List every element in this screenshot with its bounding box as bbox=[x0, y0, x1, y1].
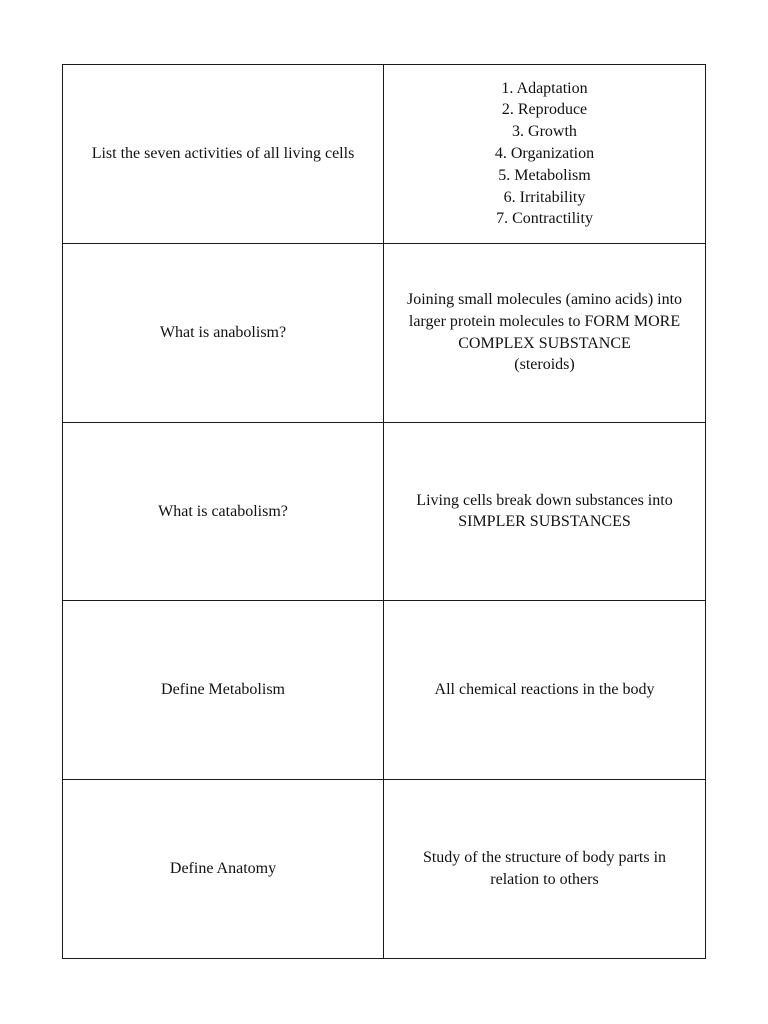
answer-cell bbox=[384, 65, 706, 244]
flashcard-row bbox=[63, 780, 706, 959]
question-cell: Define Metabolism bbox=[63, 601, 384, 780]
answer-line: All chemical reactions in the body bbox=[434, 681, 655, 699]
answer-line: COMPLEX SUBSTANCE bbox=[458, 334, 631, 352]
question-cell: List the seven activities of all living cells bbox=[63, 65, 384, 244]
answer-line: 4. Organization bbox=[494, 145, 595, 162]
question-cell: What is anabolism? bbox=[63, 243, 384, 422]
flashcard-row bbox=[63, 65, 706, 244]
answer-cell bbox=[384, 780, 706, 959]
answer-line: Living cells break down substances into bbox=[416, 491, 673, 509]
answer-line: 1. Adaptation bbox=[501, 79, 588, 97]
answer-line: Joining small molecules (amino acids) into bbox=[406, 291, 683, 309]
answer-line: relation to others bbox=[490, 871, 599, 889]
answer-line: (steroids) bbox=[514, 356, 575, 374]
answer-line: larger protein molecules to FORM MORE bbox=[408, 312, 681, 330]
answer-line: 6. Irritability bbox=[503, 188, 586, 206]
answer-line: Study of the structure of body parts in bbox=[422, 849, 667, 867]
answer-line: SIMPLER SUBSTANCES bbox=[458, 513, 631, 531]
answer-cell bbox=[384, 243, 706, 422]
answer-cell bbox=[384, 422, 706, 601]
answer-line: 2. Reproduce bbox=[501, 101, 588, 119]
question-cell: Define Anatomy bbox=[63, 780, 384, 959]
flashcard-row bbox=[63, 243, 706, 422]
answer-line: 7. Contractility bbox=[496, 210, 593, 228]
flashcard-row bbox=[63, 601, 706, 780]
flashcard-table bbox=[62, 64, 706, 959]
answer-line: 3. Growth bbox=[512, 123, 577, 141]
answer-line: 5. Metabolism bbox=[498, 166, 591, 184]
answer-cell bbox=[384, 601, 706, 780]
flashcard-row bbox=[63, 422, 706, 601]
question-cell: What is catabolism? bbox=[63, 422, 384, 601]
